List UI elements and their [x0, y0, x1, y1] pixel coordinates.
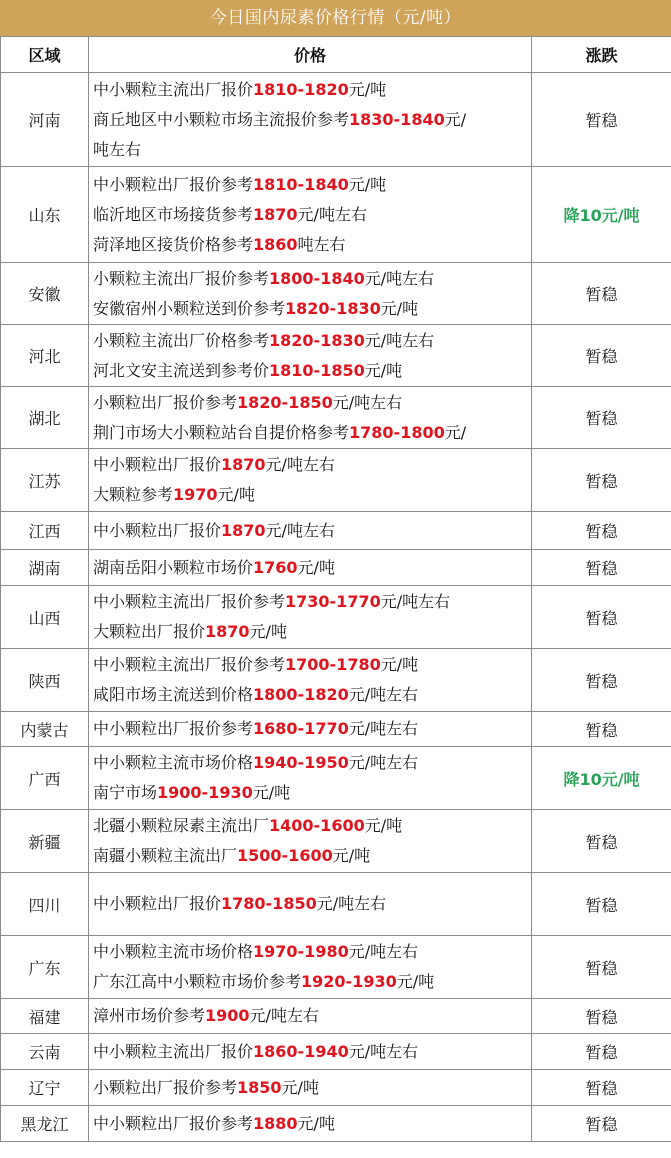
- price-line: [93, 967, 527, 997]
- change-cell: 暂稳: [532, 649, 671, 712]
- price-cell: [89, 649, 532, 712]
- region-cell: 福建: [1, 999, 89, 1034]
- price-suffix: 元/吨左右: [348, 753, 419, 772]
- price-suffix: 元/吨左右: [364, 330, 435, 350]
- change-cell: 暂稳: [532, 449, 671, 512]
- price-prefix: 吨左右: [93, 139, 142, 159]
- price-cell: [89, 1070, 532, 1106]
- price-line: [93, 480, 527, 510]
- price-suffix: 元/吨左右: [348, 685, 419, 704]
- price-prefix: 南宁市场: [93, 783, 158, 802]
- price-value: 1850: [237, 1077, 282, 1097]
- price-value: 1800-1840: [269, 268, 365, 288]
- price-line: [93, 937, 527, 967]
- change-cell: 暂稳: [532, 1106, 671, 1142]
- price-prefix: 大颗粒出厂报价: [93, 622, 206, 641]
- price-prefix: 湖南岳阳小颗粒市场价: [93, 557, 254, 577]
- price-suffix: 元/吨左右: [265, 455, 335, 474]
- price-value: 1920-1930: [301, 972, 397, 991]
- price-suffix: 元/吨左右: [316, 894, 387, 913]
- change-cell: 暂稳: [532, 873, 671, 936]
- price-suffix: 元/: [444, 109, 467, 129]
- region-cell: 黑龙江: [1, 1106, 89, 1142]
- table-row: [1, 73, 671, 167]
- table-row: [1, 512, 671, 550]
- header-change: 涨跌: [532, 37, 671, 73]
- region-cell: 广西: [1, 747, 89, 810]
- price-line: [93, 356, 527, 386]
- price-prefix: 中小颗粒出厂报价参考: [93, 174, 254, 194]
- price-line: [93, 889, 527, 919]
- price-value: 1400-1600: [269, 816, 365, 835]
- price-suffix: 元/吨: [396, 972, 435, 991]
- price-prefix: 中小颗粒主流市场价格: [93, 942, 254, 961]
- change-cell: 暂稳: [532, 550, 671, 586]
- price-prefix: 咸阳市场主流送到价格: [93, 685, 254, 704]
- price-value: 1820-1850: [237, 392, 333, 412]
- price-suffix: 元/吨左右: [348, 942, 419, 961]
- price-suffix: 元/吨: [380, 298, 419, 318]
- price-cell: [89, 936, 532, 999]
- table-row: [1, 936, 671, 999]
- price-suffix: 元/吨左右: [265, 520, 335, 540]
- price-cell: [89, 810, 532, 873]
- price-suffix: 吨左右: [297, 234, 346, 254]
- price-cell: [89, 263, 532, 325]
- price-prefix: 荆门市场大小颗粒站台自提价格参考: [93, 422, 350, 442]
- region-cell: 内蒙古: [1, 712, 89, 747]
- price-suffix: 元/吨: [364, 360, 403, 380]
- region-cell: 山西: [1, 586, 89, 649]
- price-suffix: 元/吨: [297, 1113, 335, 1133]
- price-value: 1810-1840: [253, 174, 349, 194]
- table-row: [1, 586, 671, 649]
- price-prefix: 中小颗粒出厂报价: [93, 455, 222, 474]
- price-prefix: 小颗粒主流出厂价格参考: [93, 330, 270, 350]
- change-cell: 降10元/吨: [532, 167, 671, 263]
- price-prefix: 中小颗粒主流出厂报价参考: [93, 592, 286, 611]
- price-suffix: 元/吨: [249, 622, 287, 641]
- price-cell: [89, 550, 532, 586]
- price-line: [93, 135, 527, 165]
- price-line: [93, 200, 527, 230]
- change-cell: 暂稳: [532, 73, 671, 167]
- region-cell: 广东: [1, 936, 89, 999]
- price-suffix: 元/吨左右: [380, 592, 451, 611]
- price-line: [93, 617, 527, 647]
- change-cell: 暂稳: [532, 586, 671, 649]
- price-suffix: 元/吨: [217, 485, 255, 504]
- price-prefix: 中小颗粒主流出厂报价参考: [93, 655, 286, 674]
- region-cell: 江西: [1, 512, 89, 550]
- price-line: [93, 1037, 527, 1067]
- price-value: 1810-1850: [269, 360, 365, 380]
- price-cell: [89, 747, 532, 810]
- region-cell: 山东: [1, 167, 89, 263]
- region-cell: 江苏: [1, 449, 89, 512]
- price-table: [0, 36, 671, 1142]
- price-line: [93, 450, 527, 480]
- price-value: 1900-1930: [157, 783, 253, 802]
- table-row: [1, 1034, 671, 1070]
- region-cell: 湖南: [1, 550, 89, 586]
- region-cell: 新疆: [1, 810, 89, 873]
- price-value: 1880: [253, 1113, 298, 1133]
- table-row: [1, 167, 671, 263]
- price-line: [93, 516, 527, 546]
- header-price: 价格: [89, 37, 532, 73]
- price-line: [93, 587, 527, 617]
- price-prefix: 商丘地区中小颗粒市场主流报价参考: [93, 109, 350, 129]
- price-suffix: 元/吨左右: [348, 1041, 419, 1061]
- price-line: [93, 553, 527, 583]
- price-cell: [89, 387, 532, 449]
- price-suffix: 元/吨: [332, 846, 371, 865]
- change-cell: 暂稳: [532, 810, 671, 873]
- price-line: [93, 170, 527, 200]
- price-prefix: 安徽宿州小颗粒送到价参考: [93, 298, 286, 318]
- change-cell: 暂稳: [532, 712, 671, 747]
- price-line: [93, 650, 527, 680]
- price-prefix: 小颗粒出厂报价参考: [93, 1077, 238, 1097]
- price-line: [93, 1109, 527, 1139]
- region-cell: 河南: [1, 73, 89, 167]
- price-suffix: 元/: [444, 422, 467, 442]
- region-cell: 四川: [1, 873, 89, 936]
- price-value: 1730-1770: [285, 592, 381, 611]
- price-prefix: 北疆小颗粒尿素主流出厂: [93, 816, 270, 835]
- price-line: [93, 748, 527, 778]
- price-prefix: 河北文安主流送到参考价: [93, 360, 270, 380]
- price-prefix: 临沂地区市场接货参考: [93, 204, 254, 224]
- price-line: [93, 326, 527, 356]
- price-line: [93, 264, 527, 294]
- price-cell: [89, 167, 532, 263]
- price-line: [93, 714, 527, 744]
- price-cell: [89, 1106, 532, 1142]
- price-cell: [89, 712, 532, 747]
- change-cell: 暂稳: [532, 1070, 671, 1106]
- table-row: [1, 449, 671, 512]
- price-value: 1860-1940: [253, 1041, 349, 1061]
- price-value: 1970: [173, 485, 218, 504]
- table-row: [1, 810, 671, 873]
- price-line: [93, 75, 527, 105]
- price-value: 1860: [253, 234, 298, 254]
- price-prefix: 中小颗粒出厂报价: [93, 894, 222, 913]
- table-row: [1, 712, 671, 747]
- change-cell: 暂稳: [532, 512, 671, 550]
- change-cell: 暂稳: [532, 263, 671, 325]
- price-cell: [89, 1034, 532, 1070]
- change-cell: 暂稳: [532, 1034, 671, 1070]
- price-cell: [89, 873, 532, 936]
- header-row: [1, 37, 671, 73]
- price-suffix: 元/吨左右: [249, 1006, 319, 1025]
- price-value: 1500-1600: [237, 846, 333, 865]
- price-value: 1870: [221, 455, 266, 474]
- table-row: [1, 550, 671, 586]
- price-value: 1680-1770: [253, 719, 349, 738]
- price-suffix: 元/吨左右: [332, 392, 403, 412]
- price-line: [93, 388, 527, 418]
- price-value: 1870: [253, 204, 298, 224]
- price-prefix: 中小颗粒出厂报价参考: [93, 719, 254, 738]
- price-cell: [89, 325, 532, 387]
- table-title: 今日国内尿素价格行情（元/吨）: [0, 0, 671, 36]
- price-line: [93, 811, 527, 841]
- table-row: [1, 747, 671, 810]
- price-line: [93, 294, 527, 324]
- region-cell: 陕西: [1, 649, 89, 712]
- price-value: 1800-1820: [253, 685, 349, 704]
- price-suffix: 元/吨: [348, 174, 387, 194]
- table-row: [1, 387, 671, 449]
- price-prefix: 中小颗粒主流市场价格: [93, 753, 254, 772]
- region-cell: 安徽: [1, 263, 89, 325]
- price-line: [93, 1001, 527, 1031]
- price-cell: [89, 512, 532, 550]
- price-prefix: 中小颗粒出厂报价: [93, 520, 222, 540]
- table-row: [1, 999, 671, 1034]
- region-cell: 湖北: [1, 387, 89, 449]
- price-value: 1940-1950: [253, 753, 349, 772]
- price-value: 1970-1980: [253, 942, 349, 961]
- price-prefix: 菏泽地区接货价格参考: [93, 234, 254, 254]
- price-value: 1700-1780: [285, 655, 381, 674]
- header-region: 区域: [1, 37, 89, 73]
- price-line: [93, 1073, 527, 1103]
- price-suffix: 元/吨: [364, 816, 403, 835]
- region-cell: 河北: [1, 325, 89, 387]
- price-prefix: 漳州市场价参考: [93, 1006, 206, 1025]
- price-suffix: 元/吨: [348, 79, 387, 99]
- change-cell: 暂稳: [532, 999, 671, 1034]
- price-prefix: 广东江高中小颗粒市场价参考: [93, 972, 302, 991]
- price-value: 1820-1830: [269, 330, 365, 350]
- price-value: 1760: [253, 557, 298, 577]
- price-prefix: 中小颗粒出厂报价参考: [93, 1113, 254, 1133]
- change-cell: 暂稳: [532, 325, 671, 387]
- price-prefix: 小颗粒主流出厂报价参考: [93, 268, 270, 288]
- table-body: [1, 73, 671, 1142]
- table-row: [1, 649, 671, 712]
- price-value: 1780-1850: [221, 894, 317, 913]
- region-cell: 辽宁: [1, 1070, 89, 1106]
- price-value: 1830-1840: [349, 109, 445, 129]
- price-suffix: 元/吨左右: [297, 204, 367, 224]
- price-suffix: 元/吨: [297, 557, 335, 577]
- price-line: [93, 418, 527, 448]
- price-line: [93, 105, 527, 135]
- price-suffix: 元/吨左右: [364, 268, 435, 288]
- table-row: [1, 263, 671, 325]
- price-prefix: 中小颗粒主流出厂报价: [93, 79, 254, 99]
- region-cell: 云南: [1, 1034, 89, 1070]
- price-prefix: 大颗粒参考: [93, 485, 174, 504]
- price-value: 1780-1800: [349, 422, 445, 442]
- change-cell: 暂稳: [532, 936, 671, 999]
- price-prefix: 南疆小颗粒主流出厂: [93, 846, 238, 865]
- price-line: [93, 841, 527, 871]
- price-line: [93, 778, 527, 808]
- price-value: 1870: [205, 622, 250, 641]
- table-row: [1, 873, 671, 936]
- price-cell: [89, 73, 532, 167]
- price-line: [93, 230, 527, 260]
- price-line: [93, 680, 527, 710]
- price-value: 1820-1830: [285, 298, 381, 318]
- price-suffix: 元/吨: [281, 1077, 319, 1097]
- price-prefix: 小颗粒出厂报价参考: [93, 392, 238, 412]
- price-value: 1810-1820: [253, 79, 349, 99]
- price-prefix: 中小颗粒主流出厂报价: [93, 1041, 254, 1061]
- change-cell: 暂稳: [532, 387, 671, 449]
- price-cell: [89, 999, 532, 1034]
- change-cell: 降10元/吨: [532, 747, 671, 810]
- price-suffix: 元/吨: [252, 783, 291, 802]
- table-row: [1, 1070, 671, 1106]
- price-cell: [89, 449, 532, 512]
- price-suffix: 元/吨左右: [348, 719, 419, 738]
- price-value: 1900: [205, 1006, 250, 1025]
- table-row: [1, 325, 671, 387]
- price-value: 1870: [221, 520, 266, 540]
- price-cell: [89, 586, 532, 649]
- table-row: [1, 1106, 671, 1142]
- price-suffix: 元/吨: [380, 655, 419, 674]
